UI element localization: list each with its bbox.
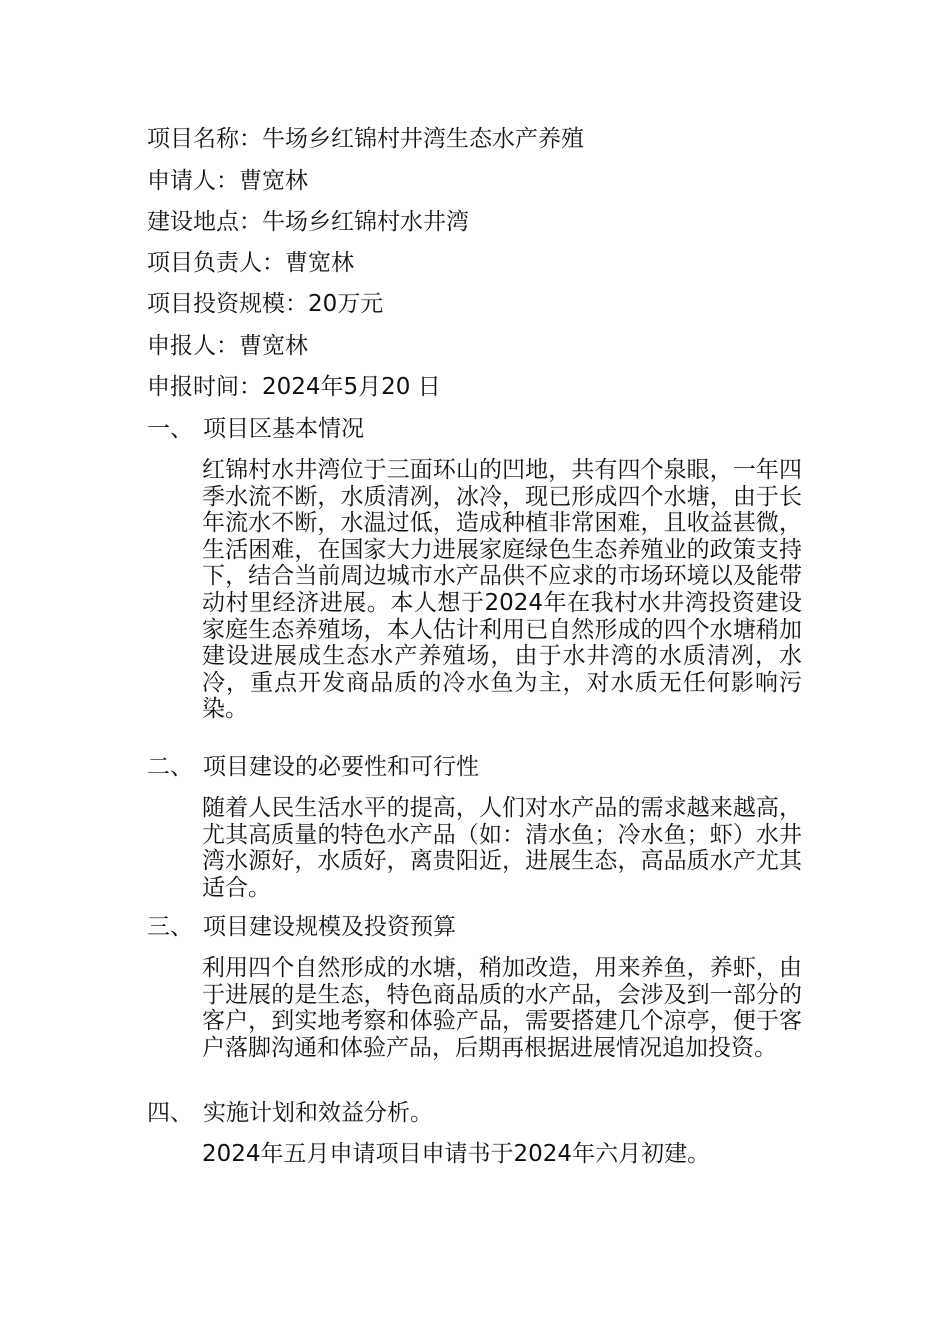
project-name-line: 项目名称：牛场乡红锦村井湾生态水产养殖: [147, 126, 584, 152]
project-lead-line: 项目负责人：曹宽林: [147, 250, 354, 276]
section-number: 三、: [147, 914, 193, 940]
section-body-2: 随着人民生活水平的提高，人们对水产品的需求越来越高，尤其高质量的特色水产品（如：清水鱼；冷水鱼；虾）水井湾水源好，水质好，离贵阳近，进展生态，高品质水产尤其适合。: [202, 795, 802, 901]
section-number: 二、: [147, 754, 193, 780]
section-body-3: 利用四个自然形成的水塘，稍加改造，用来养鱼，养虾，由于进展的是生态，特色商品质的水产品，会涉及到一部分的客户，到实地考察和体验产品，需要搭建几个凉亭，便于客户落脚沟通和体验产品，后期再根据进展情况追加投资。: [202, 955, 802, 1061]
section-heading-2: [147, 752, 479, 782]
applicant-line: 申请人：曹宽林: [147, 168, 308, 194]
section-title: 项目建设的必要性和可行性: [203, 754, 479, 780]
section-title: 项目区基本情况: [203, 416, 364, 442]
section-body-1: 红锦村水井湾位于三面环山的凹地，共有四个泉眼，一年四季水流不断，水质清冽，冰冷，现已形成四个水塘，由于长年流水不断，水温过低，造成种植非常困难，且收益甚微，生活困难，在国家大力进展家庭绿色生态养殖业的政策支持下，结合当前周边城市水产品供不应求的市场环境以及能带动村里经济进展。本人想于2024年在我村水井湾投资建设家庭生态养殖场，本人估计利用已自然形成的四个水塘稍加建设进展成生态水产养殖场，由于水井湾的水质清冽，水冷，重点开发商品质的冷水鱼为主，对水质无任何影响污染。: [202, 457, 802, 723]
section-heading-3: [147, 912, 456, 942]
section-heading-1: [147, 414, 364, 444]
section-number: 四、: [147, 1100, 193, 1126]
section-number: 一、: [147, 416, 193, 442]
section-body-4: 2024年五月申请项目申请书于2024年六月初建。: [202, 1141, 711, 1167]
section-title: 实施计划和效益分析。: [203, 1100, 433, 1126]
location-line: 建设地点：牛场乡红锦村水井湾: [147, 209, 469, 235]
reporter-line: 申报人：曹宽林: [147, 333, 308, 359]
section-title: 项目建设规模及投资预算: [203, 914, 456, 940]
investment-scale-line: 项目投资规模：20万元: [147, 291, 384, 317]
report-date-line: 申报时间：2024年5月20 日: [147, 374, 441, 400]
section-heading-4: [147, 1098, 433, 1128]
